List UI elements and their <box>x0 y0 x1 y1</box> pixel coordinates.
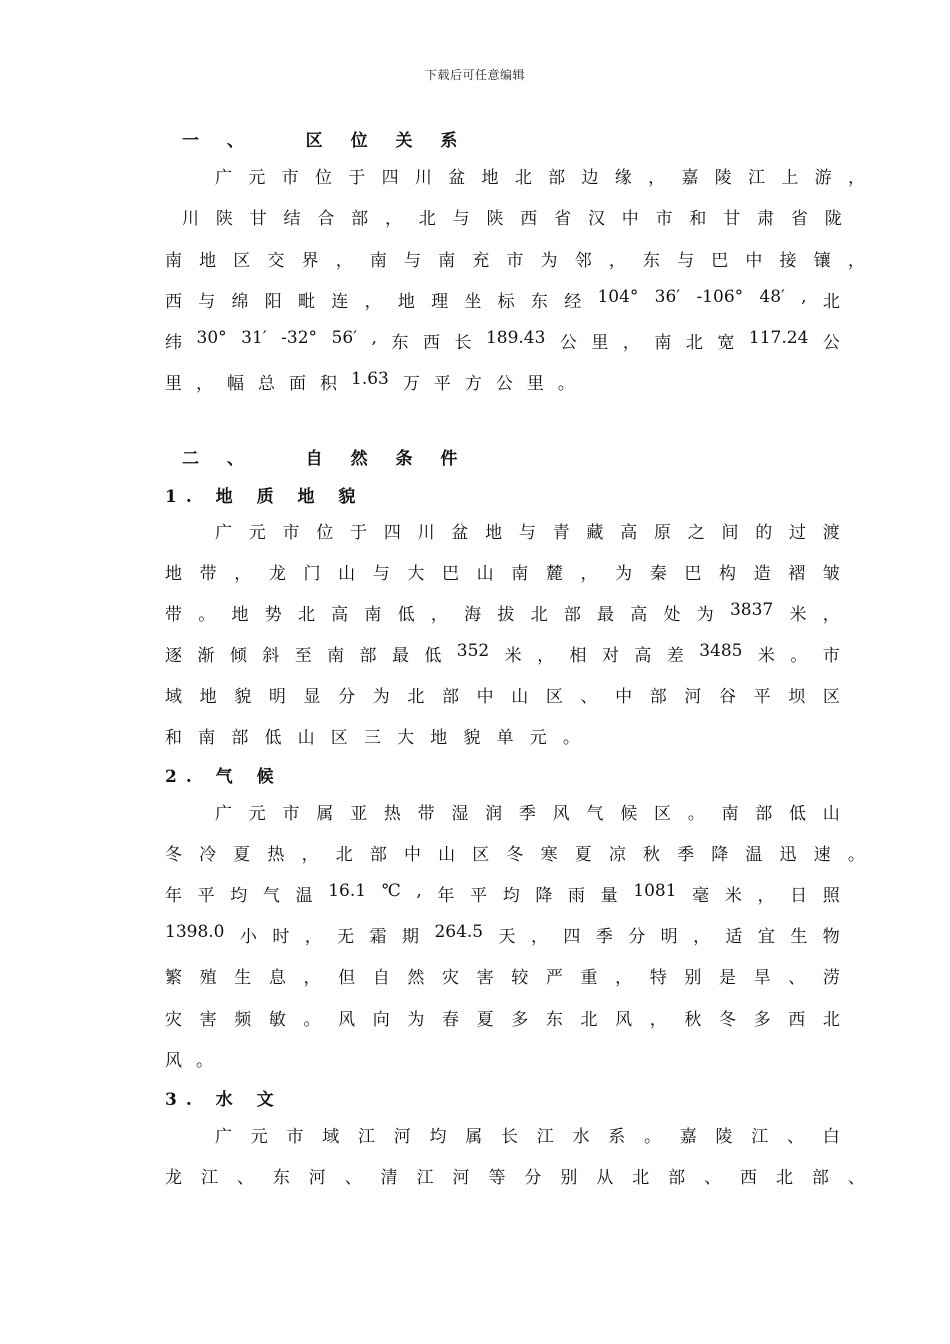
climate-line-3: 年 平 均 气 温 16.1 ℃ , 年 平 均 降 雨 量 1081 毫 米 ， 日 照 <box>165 881 840 906</box>
hydrology-line-2: 龙 江 、 东 河 、 清 江 河 等 分 别 从 北 部 、 西 北 部 、 <box>165 1168 865 1188</box>
section1-heading: 一 、 区 位 关 系 <box>182 131 469 151</box>
climate-line-1: 广 元 市 属 亚 热 带 湿 润 季 风 气 候 区 。 南 部 低 山 <box>215 804 840 824</box>
section1-line-6: 里 ， 幅 总 面 积 1.63 万 平 方 公 里 。 <box>165 369 575 394</box>
climate-line-4: 1398.0 小 时 ， 无 霜 期 264.5 天 ， 四 季 分 明 ， 适 宜 生 物 <box>165 922 840 947</box>
section2-heading: 二 、 自 然 条 件 <box>182 449 469 469</box>
geology-line-6: 和 南 部 低 山 区 三 大 地 貌 单 元 。 <box>165 728 580 748</box>
geology-line-2: 地 带 ， 龙 门 山 与 大 巴 山 南 麓 ， 为 秦 巴 构 造 褶 皱 <box>165 564 840 584</box>
page-header-note: 下载后可任意编辑 <box>424 68 525 82</box>
hydrology-line-1: 广 元 市 域 江 河 均 属 长 江 水 系 。 嘉 陵 江 、 白 <box>215 1127 840 1147</box>
climate-line-6: 灾 害 频 敏 。 风 向 为 春 夏 多 东 北 风 ， 秋 冬 多 西 北 <box>165 1010 840 1030</box>
subsection-climate-heading: 2. 气 候 <box>165 767 283 787</box>
section1-line-5: 纬 30° 31′ -32° 56′ , 东 西 长 189.43 公 里 ， 南 北 宽 117.24 公 <box>165 328 840 353</box>
section1-line-1: 广 元 市 位 于 四 川 盆 地 北 部 边 缘 ， 嘉 陵 江 上 游 ， <box>215 168 865 188</box>
geology-line-1: 广 元 市 位 于 四 川 盆 地 与 青 藏 高 原 之 间 的 过 渡 <box>215 523 840 543</box>
geology-line-3: 带 。 地 势 北 高 南 低 ， 海 拔 北 部 最 高 处 为 3837 米 ， <box>165 600 840 625</box>
geology-line-5: 域 地 貌 明 显 分 为 北 部 中 山 区 、 中 部 河 谷 平 坝 区 <box>165 687 840 707</box>
geology-line-4: 逐 渐 倾 斜 至 南 部 最 低 352 米 ， 相 对 高 差 3485 米 。 市 <box>165 641 840 666</box>
climate-line-5: 繁 殖 生 息 ， 但 自 然 灾 害 较 严 重 ， 特 别 是 旱 、 涝 <box>165 968 840 988</box>
climate-line-7: 风 。 <box>165 1051 213 1071</box>
section1-line-3: 南 地 区 交 界 ， 南 与 南 充 市 为 邻 ， 东 与 巴 中 接 镶 ， <box>165 251 865 271</box>
section1-line-2: 川 陕 甘 结 合 部 ， 北 与 陕 西 省 汉 中 市 和 甘 肃 省 陇 <box>182 209 842 229</box>
subsection-hydrology-heading: 3. 水 文 <box>165 1090 283 1110</box>
section1-line-4: 西 与 绵 阳 毗 连 ， 地 理 坐 标 东 经 104° 36′ -106° 48′ , 北 <box>165 287 840 312</box>
subsection-geology-heading: 1. 地 质 地 貌 <box>165 487 365 507</box>
climate-line-2: 冬 冷 夏 热 ， 北 部 中 山 区 冬 寒 夏 凉 秋 季 降 温 迅 速 。 <box>165 845 865 865</box>
